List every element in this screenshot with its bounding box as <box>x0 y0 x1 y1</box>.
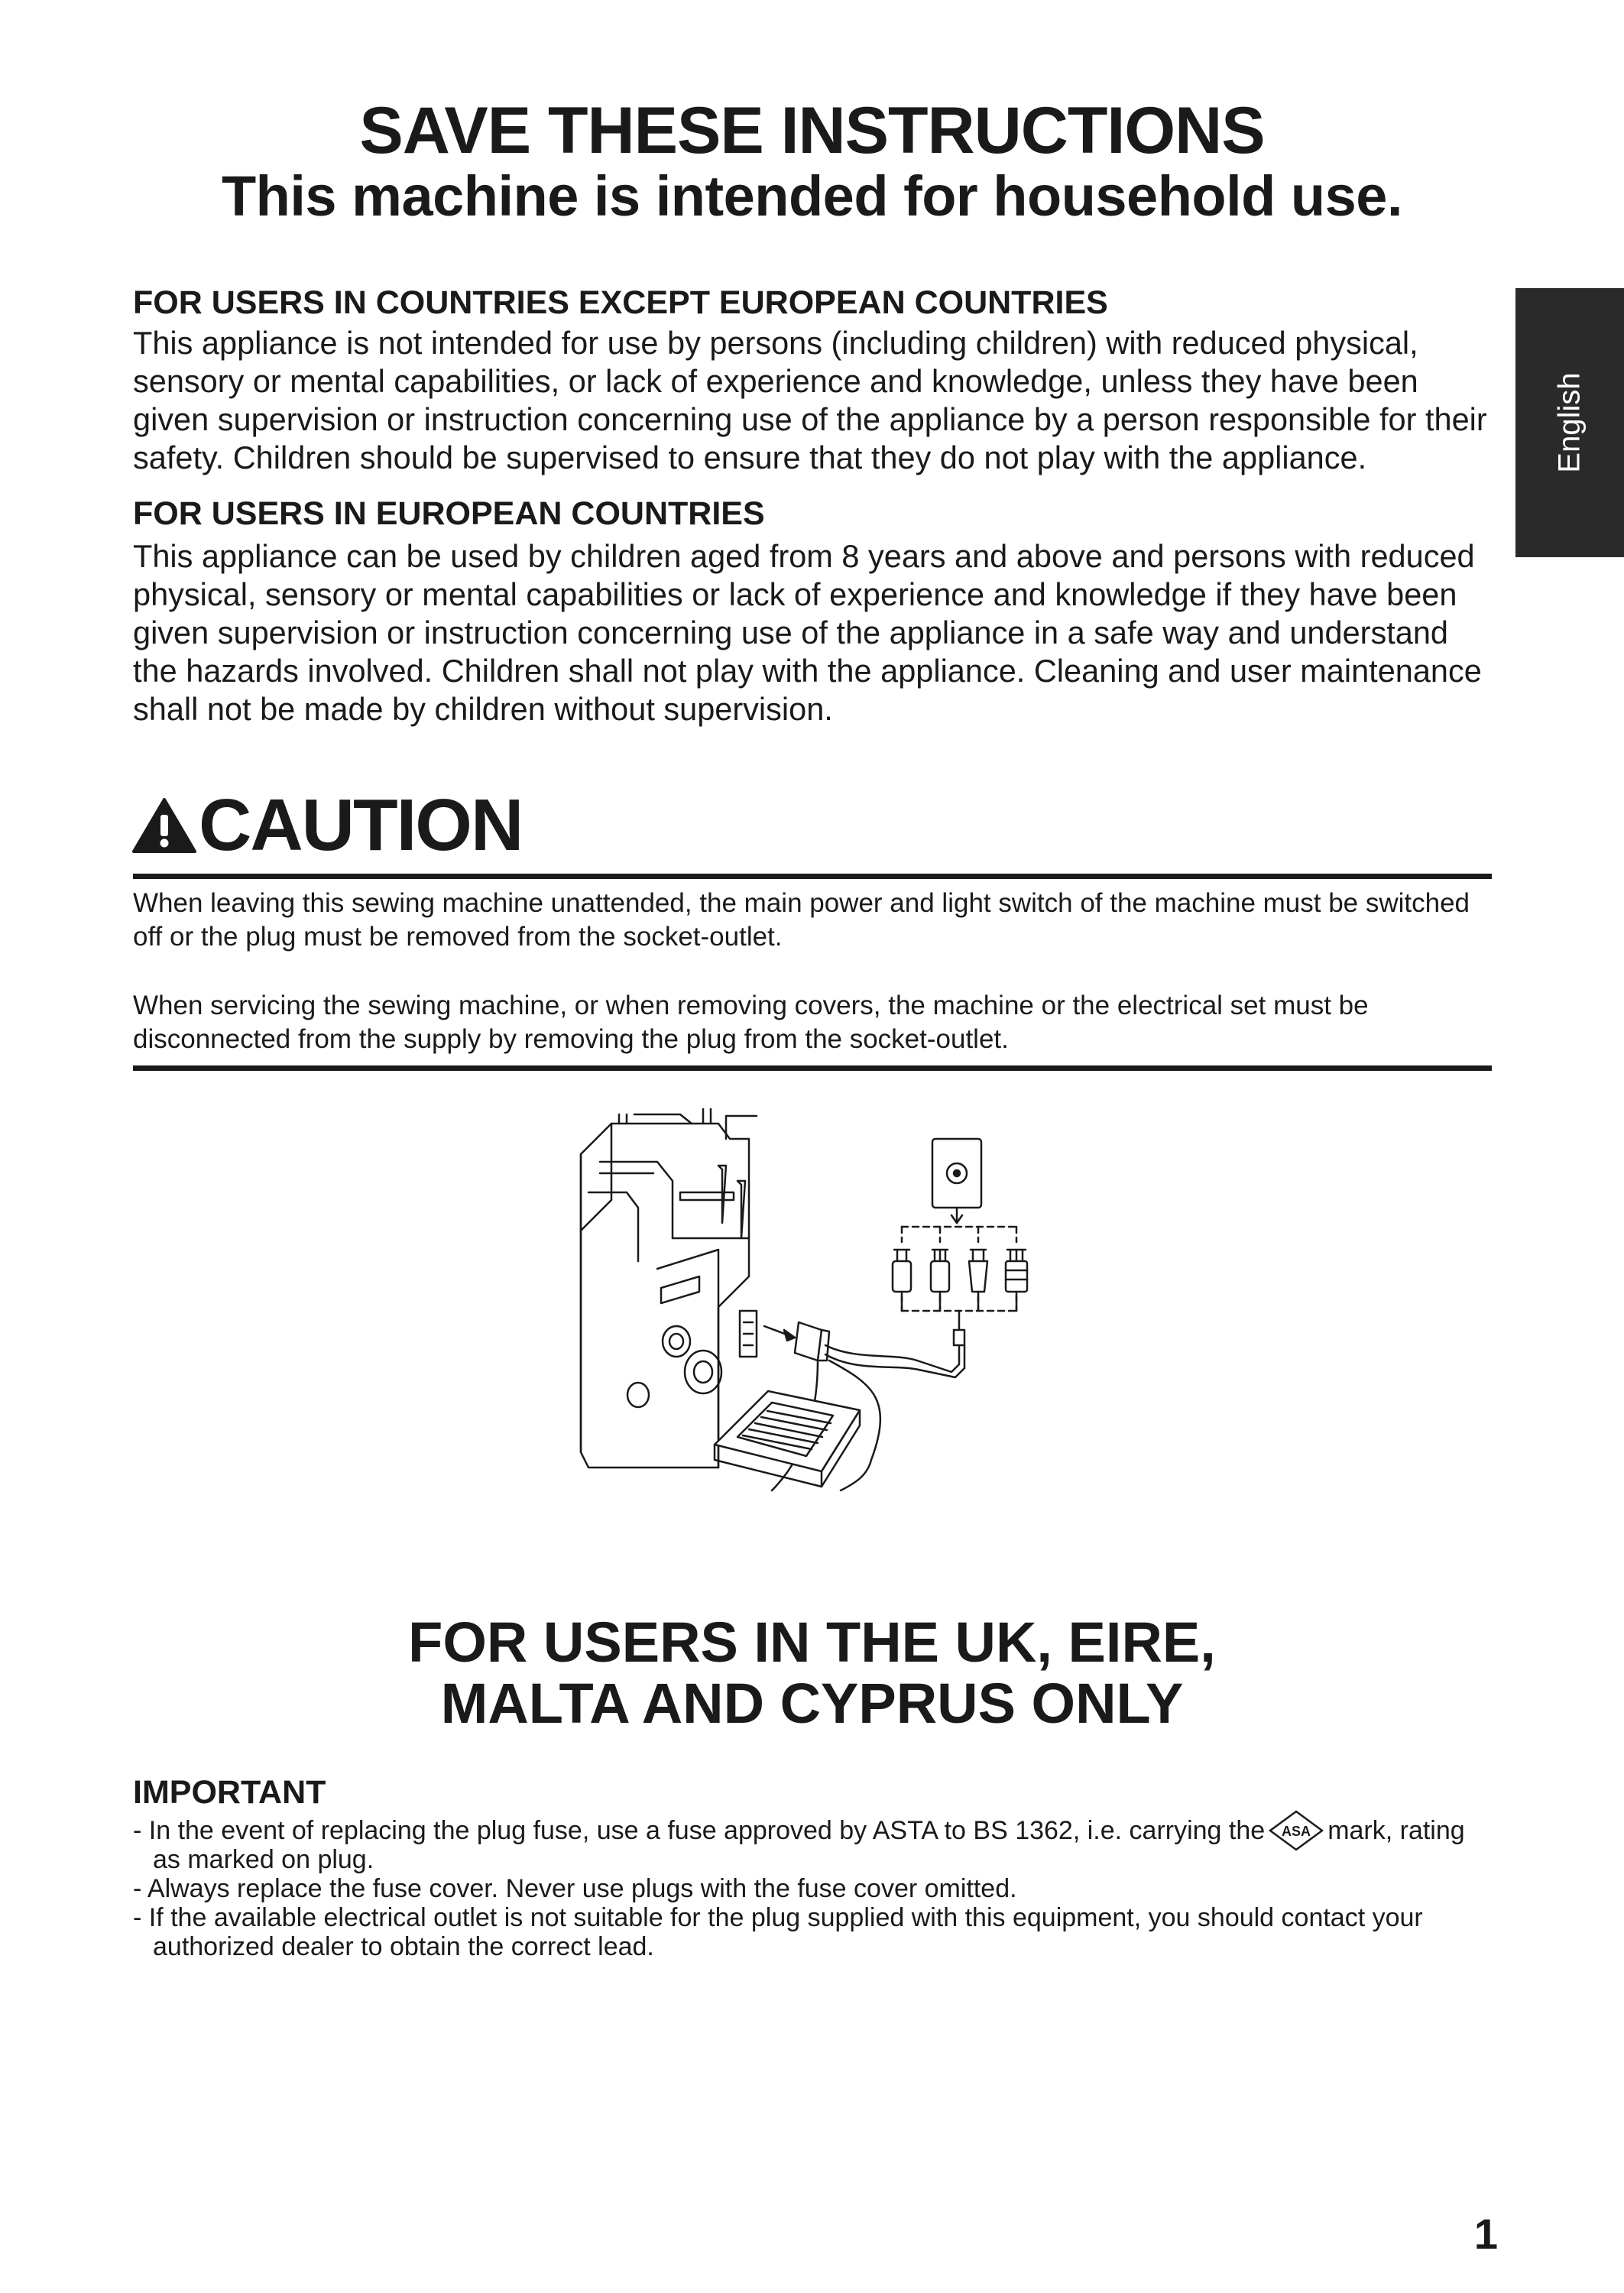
serger-machine-drawing <box>581 1108 757 1468</box>
asta-mark-icon <box>1268 1809 1324 1852</box>
wall-socket-drawing <box>932 1139 981 1223</box>
important-item-fuse-cover: - Always replace the fuse cover. Never use plugs with the fuse cover omitted. <box>133 1874 1017 1903</box>
language-tab <box>1515 288 1624 557</box>
plug-types-drawing <box>893 1250 1027 1311</box>
asta-mark-label: ASA <box>1282 1824 1311 1840</box>
sewing-machine-plug-illustration <box>566 1108 1039 1506</box>
warning-triangle-icon <box>131 796 197 855</box>
caution-heading <box>131 784 523 866</box>
important-item-fuse <box>133 1816 1493 1874</box>
important-item-fuse-text-end: mark, rating as marked on plug. <box>153 1816 1465 1874</box>
caution-paragraph-unattended: When leaving this sewing machine unattended, the main power and light switch of the machine must be switched off or the plug must be removed from the socket-outlet. <box>133 888 1470 952</box>
plug-options-drawing <box>902 1227 1016 1311</box>
uk-section-title-line-1: FOR USERS IN THE UK, EIRE, <box>408 1610 1216 1674</box>
caution-top-rule <box>133 874 1492 879</box>
important-item-fuse-text: - In the event of replacing the plug fuse, use a fuse approved by ASTA to BS 1362, i.e. carrying the <box>133 1816 1266 1845</box>
page-number: 1 <box>1473 2210 1498 2258</box>
caution-bottom-rule <box>133 1065 1492 1071</box>
except-europe-body: This appliance is not intended for use by persons (including children) with reduced physical, sensory or mental capabilities, or lack of experience and knowledge, unless they have been given supervision or instruction concerning use of the appliance by a person responsible for their safety. Children should be supervised to ensure that they do not play with the appliance. <box>133 325 1487 475</box>
important-heading: IMPORTANT <box>133 1774 326 1811</box>
europe-body: This appliance can be used by children aged from 8 years and above and persons with reduced physical, sensory or mental capabilities or lack of experience and knowledge if they have been given supervision or instruction concerning use of the appliance in a safe way and understand the hazards involved. Children shall not play with the appliance. Cleaning and user maintenance shall not be made by children without supervision. <box>133 538 1482 727</box>
page-subtitle: This machine is intended for household use. <box>221 164 1403 228</box>
caution-heading-text: CAUTION <box>199 784 523 866</box>
important-item-outlet: - If the available electrical outlet is not suitable for the plug supplied with this equipment, you should contact your authorized dealer to obtain the correct lead. <box>133 1903 1423 1961</box>
power-cord-drawing <box>917 1311 964 1377</box>
language-tab-label: English <box>1552 372 1587 473</box>
europe-heading: FOR USERS IN EUROPEAN COUNTRIES <box>133 495 765 532</box>
uk-section-title-line-2: MALTA AND CYPRUS ONLY <box>440 1672 1184 1735</box>
page-title: SAVE THESE INSTRUCTIONS <box>359 94 1265 167</box>
except-europe-heading: FOR USERS IN COUNTRIES EXCEPT EUROPEAN COUNTRIES <box>133 284 1108 321</box>
caution-paragraph-servicing: When servicing the sewing machine, or when removing covers, the machine or the electrical set must be disconnected from the supply by removing the plug from the socket-outlet. <box>133 991 1369 1054</box>
connector-arrow <box>764 1326 795 1341</box>
important-list <box>133 1816 1493 1961</box>
